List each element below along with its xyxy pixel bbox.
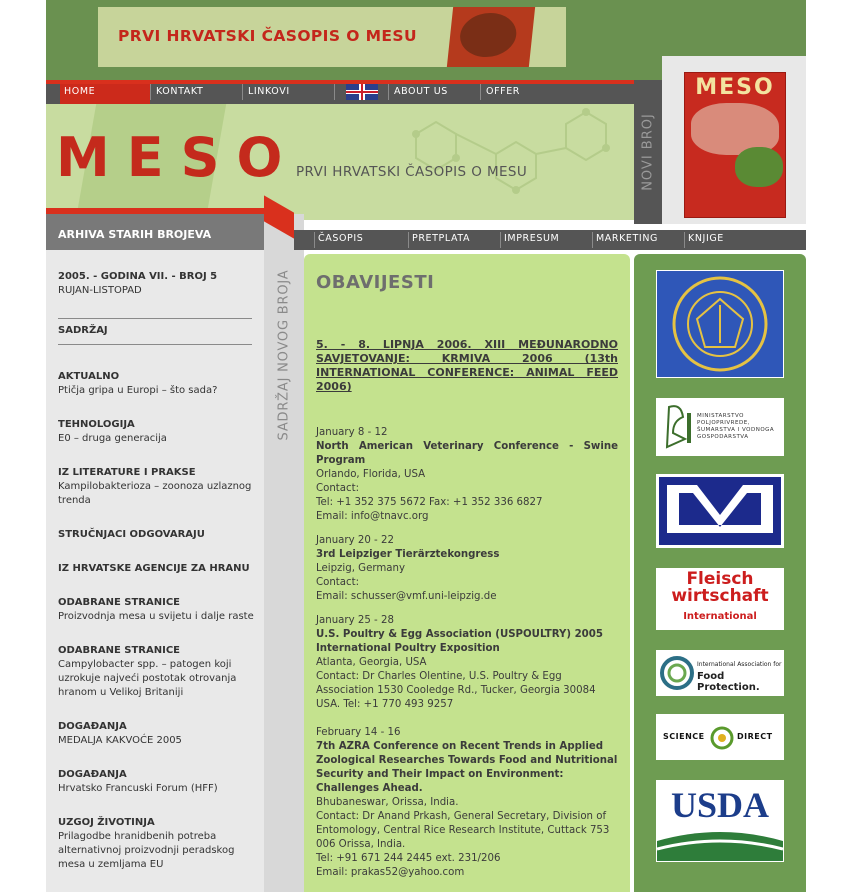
event-line: Email: info@tnavc.org bbox=[316, 511, 429, 522]
event-item bbox=[316, 614, 618, 712]
cover-image-greens bbox=[735, 147, 783, 187]
event-line: Tel: +91 671 244 2445 ext. 231/206 bbox=[316, 853, 501, 864]
archive-heading: ARHIVA STARIH BROJEVA bbox=[58, 228, 212, 241]
fleischwirtschaft-logo[interactable] bbox=[656, 568, 784, 630]
meso-logo[interactable]: MESO bbox=[56, 126, 300, 189]
event-line: Contact: Dr Anand Prkash, General Secretary, Division of Entomology, Central Rice Research Institute, Cuttack 753 006 Orissa, India. bbox=[316, 811, 610, 850]
event-title: 3rd Leipziger Tierärztekongress bbox=[316, 549, 500, 560]
archive-header bbox=[46, 214, 264, 250]
archive-item-title: AKTUALNO bbox=[58, 371, 120, 382]
news-lead-link[interactable]: 5. - 8. LIPNJA 2006. XIII MEĐUNARODNO SAVJETOVANJE: KRMIVA 2006 (13th INTERNATIONAL CONFERENCE: ANIMAL FEED 2006) bbox=[316, 338, 618, 393]
archive-item-sub: Kampilobakterioza – zoonoza uzlaznog trenda bbox=[58, 481, 252, 506]
archive-item-title: TEHNOLOGIJA bbox=[58, 419, 135, 430]
nav-pretplata[interactable]: PRETPLATA bbox=[412, 233, 471, 244]
event-line: Orlando, Florida, USA bbox=[316, 469, 426, 480]
event-title: U.S. Poultry & Egg Association (USPOULTRY) 2005 International Poultry Exposition bbox=[316, 629, 603, 654]
ministry-text: MINISTARSTVO POLJOPRIVREDE, ŠUMARSTVA I VODNOGA GOSPODARSTVA bbox=[697, 413, 775, 440]
event-line: Bhubaneswar, Orissa, India. bbox=[316, 797, 459, 808]
archive-item[interactable] bbox=[58, 768, 258, 796]
sciencedirect-swirl-icon bbox=[709, 725, 735, 751]
divider bbox=[58, 318, 252, 319]
nav-separator bbox=[500, 232, 501, 248]
news-panel bbox=[304, 254, 630, 892]
new-issue-cover[interactable] bbox=[684, 72, 786, 218]
nav-casopis[interactable]: ČASOPIS bbox=[318, 233, 364, 244]
nav-home[interactable]: HOME bbox=[60, 84, 150, 104]
archive-item-sub: Ptičja gripa u Europi – što sada? bbox=[58, 385, 218, 396]
usda-logo[interactable] bbox=[656, 780, 784, 862]
nav-about-us[interactable]: ABOUT US bbox=[394, 86, 448, 97]
event-line: Atlanta, Georgia, USA bbox=[316, 657, 427, 668]
fleisch-text: Fleisch bbox=[686, 569, 754, 589]
event-line: Contact: Dr Charles Olentine, U.S. Poultry & Egg Association 1530 Cooledge Rd., Tucker, Georgia 30084 USA. Tel: +1 770 493 9257 bbox=[316, 671, 596, 710]
archive-column bbox=[46, 250, 264, 892]
nav-marketing[interactable]: MARKETING bbox=[596, 233, 659, 244]
direct-text: DIRECT bbox=[737, 732, 773, 741]
nav-impresum[interactable]: IMPRESUM bbox=[504, 233, 560, 244]
archive-issue[interactable] bbox=[58, 270, 258, 298]
archive-item-sub: Prilagodbe hranidbenih potreba alternativnoj proizvodnji peradskog mesa u zemljama EU bbox=[58, 831, 235, 870]
archive-item-title: DOGAĐANJA bbox=[58, 769, 127, 780]
sub-nav bbox=[294, 230, 806, 250]
event-date: February 14 - 16 bbox=[316, 727, 401, 738]
event-date: January 20 - 22 bbox=[316, 535, 394, 546]
archive-item-sub: Hrvatsko Francuski Forum (HFF) bbox=[58, 783, 218, 794]
archive-item[interactable] bbox=[58, 528, 258, 542]
archive-item[interactable] bbox=[58, 562, 258, 576]
top-nav bbox=[46, 80, 634, 104]
iafp-line-2: Food Protection. bbox=[697, 671, 760, 693]
event-line: Email: schusser@vmf.uni-leipzig.de bbox=[316, 591, 497, 602]
archive-item-title: ODABRANE STRANICE bbox=[58, 645, 181, 656]
mv-logo[interactable] bbox=[656, 474, 784, 548]
usda-text: USDA bbox=[670, 785, 769, 825]
archive-item-title: ODABRANE STRANICE bbox=[58, 597, 181, 608]
nav-separator bbox=[334, 84, 335, 100]
event-date: January 8 - 12 bbox=[316, 427, 388, 438]
wirtschaft-text: wirtschaft bbox=[671, 586, 769, 606]
archive-issue-sub: RUJAN-LISTOPAD bbox=[58, 285, 142, 296]
archive-item-sub: E0 – druga generacija bbox=[58, 433, 167, 444]
nav-offer[interactable]: OFFER bbox=[486, 86, 521, 97]
nav-separator bbox=[480, 84, 481, 100]
event-title: 7th AZRA Conference on Recent Trends in Applied Zoological Researches Towards Food and Nutritional Security and Their Impact on Environment: Challenges Ahead. bbox=[316, 741, 618, 794]
ministry-logo[interactable] bbox=[656, 398, 784, 456]
mv-emblem-icon bbox=[657, 475, 783, 547]
molecule-decoration bbox=[376, 104, 626, 220]
nav-separator bbox=[388, 84, 389, 100]
nav-separator bbox=[314, 232, 315, 248]
archive-item[interactable] bbox=[58, 596, 258, 624]
archive-item[interactable] bbox=[58, 370, 258, 398]
nav-knjige[interactable]: KNJIGE bbox=[688, 233, 724, 244]
sciencedirect-logo[interactable] bbox=[656, 714, 784, 760]
archive-item-sub: Proizvodnja mesa u svijetu i dalje raste bbox=[58, 611, 254, 622]
header-tagline: PRVI HRVATSKI ČASOPIS O MESU bbox=[296, 164, 528, 180]
event-line: Tel: +1 352 375 5672 Fax: +1 352 336 6827 bbox=[316, 497, 543, 508]
event-date: January 25 - 28 bbox=[316, 615, 394, 626]
nav-separator bbox=[150, 84, 151, 100]
archive-item-title: IZ LITERATURE I PRAKSE bbox=[58, 467, 196, 478]
iafp-circle-icon bbox=[659, 651, 699, 695]
event-line: Email: prakas52@yahoo.com bbox=[316, 867, 465, 878]
archive-item[interactable] bbox=[58, 644, 258, 700]
usda-field-icon bbox=[657, 827, 783, 862]
new-issue-contents-label[interactable]: SADRŽAJ NOVOG BROJA bbox=[276, 269, 292, 441]
banner-text: PRVI HRVATSKI ČASOPIS O MESU bbox=[118, 27, 417, 45]
nav-separator bbox=[408, 232, 409, 248]
nav-separator bbox=[592, 232, 593, 248]
nav-separator bbox=[242, 84, 243, 100]
archive-item-title: DOGAĐANJA bbox=[58, 721, 127, 732]
international-text: International bbox=[683, 611, 757, 622]
event-line: Contact: bbox=[316, 577, 360, 588]
event-item bbox=[316, 534, 618, 604]
archive-item-title: UZGOJ ŽIVOTINJA bbox=[58, 817, 155, 828]
science-text: SCIENCE bbox=[663, 732, 705, 741]
archive-item-title: IZ HRVATSKE AGENCIJE ZA HRANU bbox=[58, 563, 250, 574]
nav-separator bbox=[684, 232, 685, 248]
seal-icon bbox=[657, 271, 783, 377]
cover-title: MESO bbox=[695, 75, 775, 100]
divider bbox=[58, 344, 252, 345]
uk-flag-icon[interactable] bbox=[346, 84, 378, 100]
news-title: OBAVIJESTI bbox=[316, 272, 435, 293]
site bbox=[46, 0, 806, 892]
nav-kontakt[interactable]: KONTAKT bbox=[156, 86, 204, 97]
top-banner[interactable] bbox=[98, 7, 566, 67]
archive-item[interactable] bbox=[58, 418, 258, 446]
archive-item-title: STRUČNJACI ODGOVARAJU bbox=[58, 529, 205, 540]
archive-item[interactable] bbox=[58, 466, 258, 508]
archive-contents-label: SADRŽAJ bbox=[58, 325, 108, 336]
event-line: Contact: bbox=[316, 483, 360, 494]
header bbox=[46, 104, 634, 220]
partner-column bbox=[634, 254, 806, 892]
banner-magazine-image bbox=[447, 7, 535, 67]
new-issue-label: NOVI BROJ bbox=[640, 113, 656, 191]
archive-issue-title: 2005. - GODINA VII. - BROJ 5 bbox=[58, 271, 218, 282]
archive-item-sub: Campylobacter spp. – patogen koji uzrokuje najveći postotak otrovanja hranom u Velikoj Britaniji bbox=[58, 659, 237, 698]
event-line: Leipzig, Germany bbox=[316, 563, 406, 574]
iafp-line-1: International Association for bbox=[697, 661, 782, 668]
iafp-logo[interactable] bbox=[656, 650, 784, 696]
nav-linkovi[interactable]: LINKOVI bbox=[248, 86, 290, 97]
archive-item-sub: MEDALJA KAKVOĆE 2005 bbox=[58, 735, 182, 746]
archive-contents-link[interactable] bbox=[58, 324, 258, 338]
event-title: North American Veterinary Conference - Swine Program bbox=[316, 441, 618, 466]
archive-item[interactable] bbox=[58, 720, 258, 748]
event-item bbox=[316, 726, 618, 880]
event-item bbox=[316, 426, 618, 524]
archive-item[interactable] bbox=[58, 816, 258, 872]
faculty-seal-logo[interactable] bbox=[656, 270, 784, 378]
